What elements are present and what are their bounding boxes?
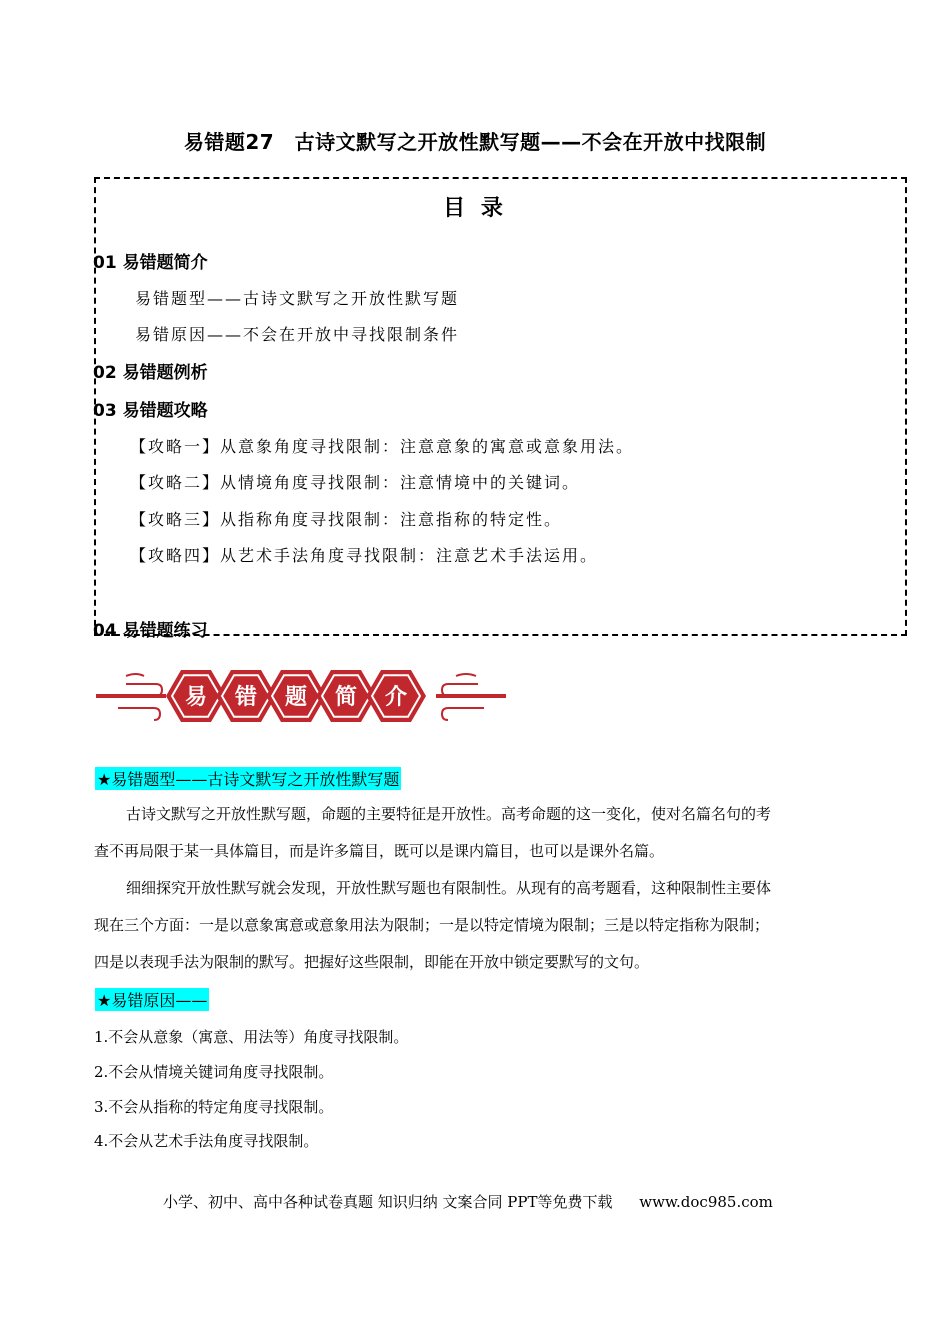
reason-heading: ★易错原因—— bbox=[95, 988, 209, 1011]
type-heading: ★易错题型——古诗文默写之开放性默写题 bbox=[95, 767, 401, 790]
toc-section-1[interactable]: 01 易错题简介 bbox=[93, 253, 208, 273]
reason-item-2: 2.不会从情境关键词角度寻找限制。 bbox=[94, 1063, 334, 1081]
banner-char: 易 bbox=[184, 685, 208, 710]
banner-char: 错 bbox=[234, 685, 258, 710]
toc-sec1-item-2[interactable]: 易错原因——不会在开放中寻找限制条件 bbox=[135, 325, 460, 344]
footer-text: 小学、初中、高中各种试卷真题 知识归纳 文案合同 PPT等免费下载 bbox=[163, 1193, 613, 1211]
reason-item-3: 3.不会从指称的特定角度寻找限制。 bbox=[94, 1098, 334, 1116]
reason-item-1: 1.不会从意象（寓意、用法等）角度寻找限制。 bbox=[94, 1028, 409, 1046]
page-title: 易错题27 古诗文默写之开放性默写题——不会在开放中找限制 bbox=[183, 130, 767, 154]
toc-section-2[interactable]: 02 易错题例析 bbox=[93, 363, 208, 383]
toc-sec3-item-3[interactable]: 【攻略三】从指称角度寻找限制：注意指称的特定性。 bbox=[130, 510, 563, 529]
toc-sec3-item-1[interactable]: 【攻略一】从意象角度寻找限制：注意意象的寓意或意象用法。 bbox=[130, 437, 635, 456]
footer-link[interactable]: www.doc985.com bbox=[639, 1193, 773, 1211]
para2-line1: 细细探究开放性默写就会发现，开放性默写题也有限制性。从现有的高考题看，这种限制性主要体 bbox=[126, 879, 772, 897]
type-paragraph bbox=[94, 796, 854, 981]
banner-line-right bbox=[436, 694, 506, 698]
footer bbox=[163, 1191, 773, 1212]
para1-line2: 查不再局限于某一具体篇目，而是许多篇目，既可以是课内篇目，也可以是课外名篇。 bbox=[94, 842, 665, 860]
toc-sec1-item-1[interactable]: 易错题型——古诗文默写之开放性默写题 bbox=[135, 289, 460, 308]
reason-item-4: 4.不会从艺术手法角度寻找限制。 bbox=[94, 1132, 319, 1150]
toc-section-3[interactable]: 03 易错题攻略 bbox=[93, 401, 208, 421]
toc-sec3-item-4[interactable]: 【攻略四】从艺术手法角度寻找限制：注意艺术手法运用。 bbox=[130, 546, 599, 565]
para1-line1: 古诗文默写之开放性默写题，命题的主要特征是开放性。高考命题的这一变化，使对名篇名句的考 bbox=[126, 805, 772, 823]
para2-line3: 四是以表现手法为限制的默写。把握好这些限制，即能在开放中锁定要默写的文句。 bbox=[94, 953, 650, 971]
banner-char: 简 bbox=[334, 685, 358, 710]
section-banner bbox=[96, 660, 506, 732]
toc-heading: 目 录 bbox=[443, 196, 507, 221]
banner-char: 题 bbox=[284, 685, 308, 710]
toc-sec3-item-2[interactable]: 【攻略二】从情境角度寻找限制：注意情境中的关键词。 bbox=[130, 473, 581, 492]
banner-line-left bbox=[96, 694, 166, 698]
banner-char: 介 bbox=[384, 685, 408, 710]
toc-box bbox=[94, 177, 907, 636]
para2-line2: 现在三个方面：一是以意象寓意或意象用法为限制；一是以特定情境为限制；三是以特定指称为限制； bbox=[94, 916, 770, 934]
toc-section-4[interactable]: 04 易错题练习 bbox=[93, 621, 208, 641]
